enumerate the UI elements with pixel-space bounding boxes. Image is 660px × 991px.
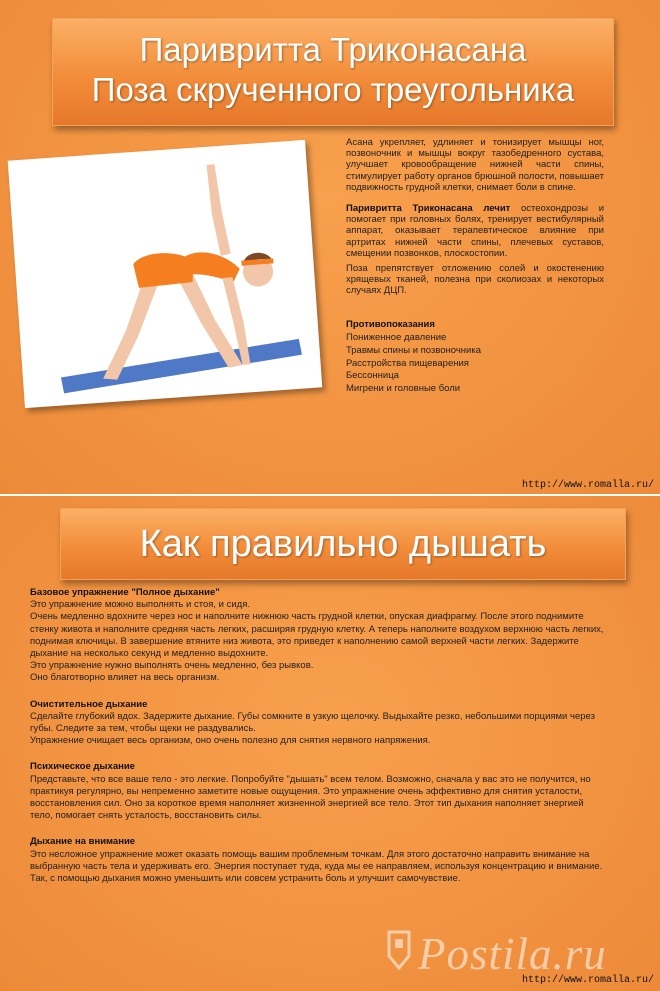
raised-arm bbox=[206, 164, 230, 257]
section-line: Так, с помощью дыхания можно уменьшить или совсем устранить боль и улучшит самочувствие. bbox=[30, 873, 461, 885]
section-line: поднимая ключицы. В завершение втяните низ живота, это приведет к наполнению самой верхней части легких. Задержите bbox=[30, 635, 579, 647]
asana-title: Паривритта Триконасана bbox=[139, 31, 527, 68]
section-heading: Базовое упражнение "Полное дыхание" bbox=[30, 587, 220, 598]
section-line: дыхание на несколько секунд и медленно выдохните. bbox=[30, 648, 269, 660]
section-line: стенку живота и наполните средняя часть легких, расширяя грудную клетку. А теперь наполните воздухом верхнюю часть легких, bbox=[30, 623, 604, 635]
section-line: тело, помогает снять усталость, восстановить силы. bbox=[30, 810, 262, 822]
contraindication-item: Пониженное давление bbox=[346, 332, 447, 343]
breathing-section bbox=[30, 699, 630, 748]
breathing-title: Как правильно дышать bbox=[139, 523, 547, 565]
contraindications-list bbox=[346, 332, 481, 396]
breathing-section bbox=[30, 836, 630, 885]
asana-heals-bold: Паривритта Триконасана лечит bbox=[346, 203, 511, 215]
postila-logo-icon bbox=[386, 930, 412, 970]
asana-description: Асана укрепляет, удлиняет и тонизирует мышцы ног, позвоночник и мышцы вокруг тазобедренного сустава, улучшает кровообращение нижней части спины, стимулирует работу органов брюшной полости, повышает подвижность грудной клетки, снимает боли в спине. bbox=[346, 137, 604, 193]
asana-prevents: Поза препятствует отложению солей и окостенению хрящевых тканей, полезна при сколиозах и некоторых случаях ДЦП. bbox=[346, 263, 604, 297]
yoga-pose-photo bbox=[8, 140, 323, 408]
section-line: Это упражнение нужно выполнять очень медленно, без рывков. bbox=[30, 660, 314, 672]
breathing-text-block bbox=[30, 587, 630, 899]
contraindication-item: Травмы спины и позвоночника bbox=[346, 344, 482, 356]
section-line: Оно благотворно влияет на весь организм. bbox=[30, 672, 220, 684]
watermark: Postila.ru bbox=[418, 929, 607, 979]
source-url-top: http://www.romalla.ru/ bbox=[521, 480, 654, 491]
asana-heals-text: остеохондрозы и помогает при головных болях, тренирует вестибулярный аппарат, оказывает терапевтическое влияние при артритах нижней части спины, плечевых суставов, смещении позвонков, плоскостопии. bbox=[346, 203, 604, 259]
asana-heals bbox=[346, 203, 604, 259]
asana-subtitle: Поза скрученного треугольника bbox=[91, 71, 575, 108]
breathing-title-banner bbox=[60, 508, 626, 580]
section-line: практикуя регулярно, вы непременно заметите новые ощущения. Это упражнение очень эффективно для снятия усталости, bbox=[30, 785, 583, 797]
contraindication-item: Мигрени и головные боли bbox=[346, 383, 461, 395]
section-line: Это упражнение можно выполнять и стоя, и сидя. bbox=[30, 599, 250, 611]
contraindication-item: Расстройства пищеварения bbox=[346, 357, 469, 369]
section-line: Упражнение очищает весь организм, оно очень полезно для снятия нервного напряжения. bbox=[30, 735, 431, 747]
section-line: губы. Следите за тем, чтобы щеки не раздувались. bbox=[30, 723, 256, 735]
source-url-bottom: http://www.romalla.ru/ bbox=[521, 975, 654, 986]
contraindications-title: Противопоказания bbox=[346, 319, 435, 330]
yoga-mat bbox=[59, 339, 303, 394]
section-heading: Дыхание на внимание bbox=[30, 836, 136, 848]
breathing-section bbox=[30, 587, 630, 685]
yoga-pose-illustration bbox=[18, 149, 312, 400]
asana-title-banner bbox=[52, 18, 614, 126]
contraindication-item: Бессонница bbox=[346, 370, 399, 382]
breathing-section bbox=[30, 761, 630, 822]
section-heading: Психическое дыхание bbox=[30, 761, 135, 773]
section-line: Представьте, что все ваше тело - это легкие. Попробуйте "дышать" всем телом. Возможно, сначала у вас это не получится, но bbox=[30, 773, 591, 785]
section-heading: Очистительное дыхание bbox=[30, 698, 148, 710]
asana-description-block bbox=[346, 137, 604, 307]
section-line: восстановления сил. Оно за короткое время наполняет жизненной энергией все тело. Этот тип дыхания наполняет энергией bbox=[30, 798, 584, 810]
section-line: Сделайте глубокий вдох. Задержите дыхание. Губы сомкните в узкую щелочку. Выдыхайте резко, небольшими порциями через bbox=[30, 710, 595, 722]
section-line: Очень медленно вдохните через нос и наполните нижнюю часть грудной клетки, опуская диафрагму. После этого поднимите bbox=[30, 611, 584, 623]
section-line: Это несложное упражнение может оказать помощь вашим проблемным точкам. Для этого достаточно направить внимание на bbox=[30, 848, 590, 860]
section-line: выбранную часть тела и удерживать его. Энергия поступает туда, куда мы ее направляем, используя концентрацию и внимание. bbox=[30, 860, 603, 872]
